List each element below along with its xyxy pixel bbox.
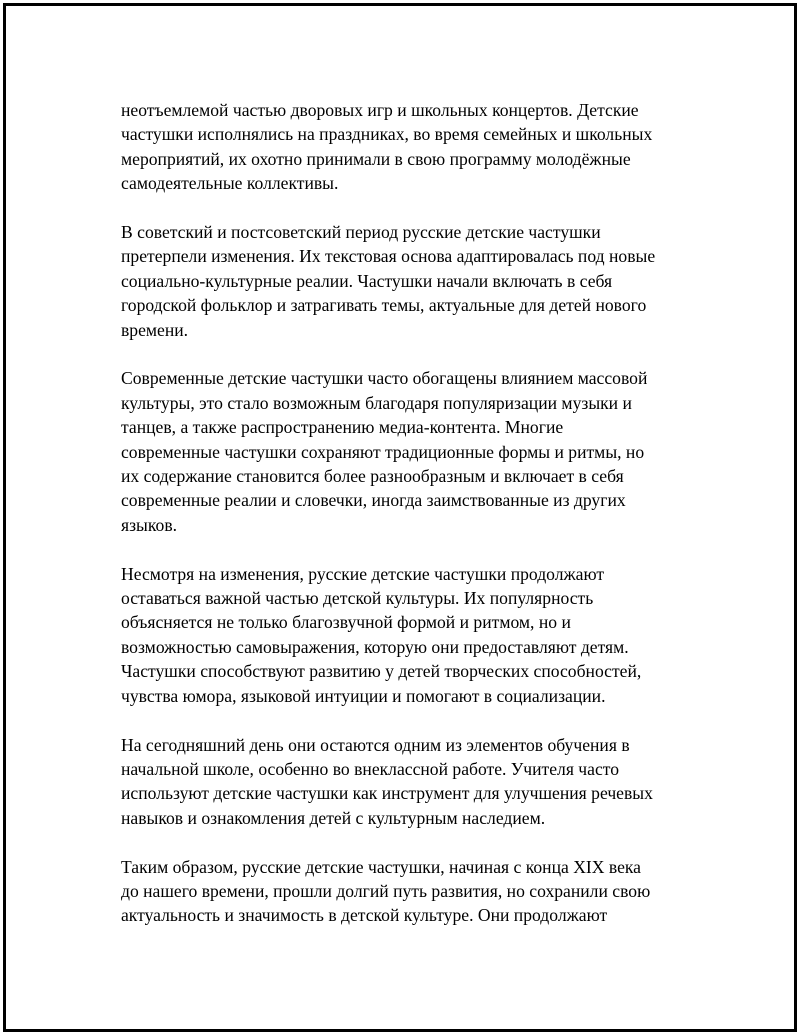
text-line: претерпели изменения. Их текстовая основа адаптировалась под новые — [121, 246, 656, 267]
paragraph-4 — [121, 562, 701, 708]
paragraph-5 — [121, 733, 701, 831]
paragraph-1 — [121, 98, 701, 196]
text-line: социально-культурные реалии. Частушки начали включать в себя — [121, 270, 613, 291]
text-line: Частушки способствуют развитию у детей творческих способностей, — [121, 661, 642, 682]
text-line: времени. — [121, 319, 189, 340]
text-line: В советский и постсоветский период русские детские частушки — [121, 222, 601, 243]
paragraph-3 — [121, 366, 701, 537]
text-line: современные частушки сохраняют традиционные формы и ритмы, но — [121, 441, 645, 462]
text-line: культуры, это стало возможным благодаря популяризации музыки и — [121, 392, 632, 413]
text-line: навыков и ознакомления детей с культурным наследием. — [121, 807, 546, 828]
document-body — [121, 98, 701, 952]
text-line: частушки исполнялись на праздниках, во время семейных и школьных — [121, 124, 653, 145]
text-line: танцев, а также распространению медиа-контента. Многие — [121, 417, 564, 438]
text-line: мероприятий, их охотно принимали в свою программу молодёжные — [121, 148, 631, 169]
text-line: объясняется не только благозвучной формой и ритмом, но и — [121, 612, 571, 633]
text-line: современные реалии и словечки, иногда заимствованные из других — [121, 490, 626, 511]
text-line: используют детские частушки как инструмент для улучшения речевых — [121, 783, 653, 804]
text-line: оставаться важной частью детской культуры. Их популярность — [121, 588, 594, 609]
text-line: самодеятельные коллективы. — [121, 173, 339, 194]
text-line: возможностью самовыражения, которую они предоставляют детям. — [121, 636, 629, 657]
text-line: Таким образом, русские детские частушки, начиная с конца XIX века — [121, 856, 641, 877]
text-line: языков. — [121, 514, 178, 535]
text-line: до нашего времени, прошли долгий путь развития, но сохранили свою — [121, 880, 651, 901]
text-line: городской фольклор и затрагивать темы, актуальные для детей нового — [121, 295, 647, 316]
paragraph-2 — [121, 220, 701, 342]
text-line: Современные детские частушки часто обогащены влиянием массовой — [121, 368, 648, 389]
text-line: начальной школе, особенно во внеклассной работе. Учителя часто — [121, 758, 620, 779]
paragraph-6 — [121, 855, 701, 928]
text-line: неотъемлемой частью дворовых игр и школьных концертов. Детские — [121, 100, 639, 120]
text-line: Несмотря на изменения, русские детские частушки продолжают — [121, 563, 605, 584]
text-line: актуальность и значимость в детской культуре. Они продолжают — [121, 905, 608, 926]
text-line: их содержание становится более разнообразным и включает в себя — [121, 466, 624, 487]
text-line: На сегодняшний день они остаются одним из элементов обучения в — [121, 734, 630, 755]
page-border — [3, 3, 797, 1032]
text-line: чувства юмора, языковой интуиции и помогают в социализации. — [121, 685, 606, 706]
